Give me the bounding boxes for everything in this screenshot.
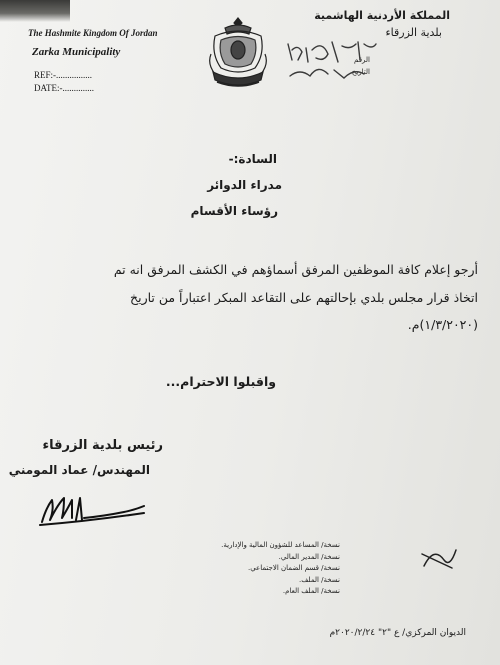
recipients-salutation: السادة:-	[228, 152, 277, 166]
body-line-3: (١/٣/٢٠٢٠)م.	[407, 317, 478, 332]
ar-kingdom-name: المملكة الأردنية الهاشمية	[314, 9, 450, 22]
ar-date-label: التاريخ	[351, 68, 370, 76]
copy-line: نسخة/ الملف العام.	[282, 587, 340, 595]
copy-line: نسخة/ الملف.	[299, 575, 340, 584]
jordan-coat-of-arms-icon	[203, 14, 273, 92]
en-kingdom-name: The Hashmite Kingdom Of Jordan	[28, 28, 158, 38]
handwritten-signature-icon	[38, 492, 148, 528]
signatory-title: رئيس بلدية الزرقاء	[42, 438, 163, 453]
copies-list	[221, 540, 340, 598]
body-line-2: اتخاذ قرار مجلس بلدي بإحالتهم على التقاعد المبكر اعتباراً من تاريخ	[130, 290, 478, 305]
en-date-field: DATE:-..............	[34, 83, 94, 93]
copy-line: نسخة/ قسم الضمان الاجتماعي.	[247, 564, 340, 572]
recipients-line-heads: رؤساء الأقسام	[190, 204, 278, 218]
footer-registry-line: الديوان المركزي/ ع "٢" ٢٠٢٠/٢/٢٤م	[329, 628, 466, 638]
ar-ref-label: الرقم	[354, 56, 370, 64]
handwritten-ref-number	[284, 36, 384, 86]
body-line-1: أرجو إعلام كافة الموظفين المرفق أسماؤهم في الكشف المرفق انه تم	[113, 262, 478, 277]
copy-line: نسخة/ المساعد للشؤون المالية والإدارية.	[221, 541, 340, 549]
closing-phrase: واقبلوا الاحترام...	[165, 374, 276, 389]
en-municipality-name: Zarka Municipality	[32, 46, 121, 58]
recipients-line-directors: مدراء الدوائر	[207, 178, 282, 192]
handwritten-initial-mark	[420, 544, 460, 572]
page-corner-shadow	[0, 0, 70, 22]
en-ref-field: REF:-................	[34, 70, 93, 80]
ar-municipality-name: بلدية الزرقاء	[385, 26, 442, 39]
signatory-name: المهندس/ عماد المومني	[8, 463, 150, 477]
copy-line: نسخة/ المدير المالي.	[278, 552, 340, 561]
